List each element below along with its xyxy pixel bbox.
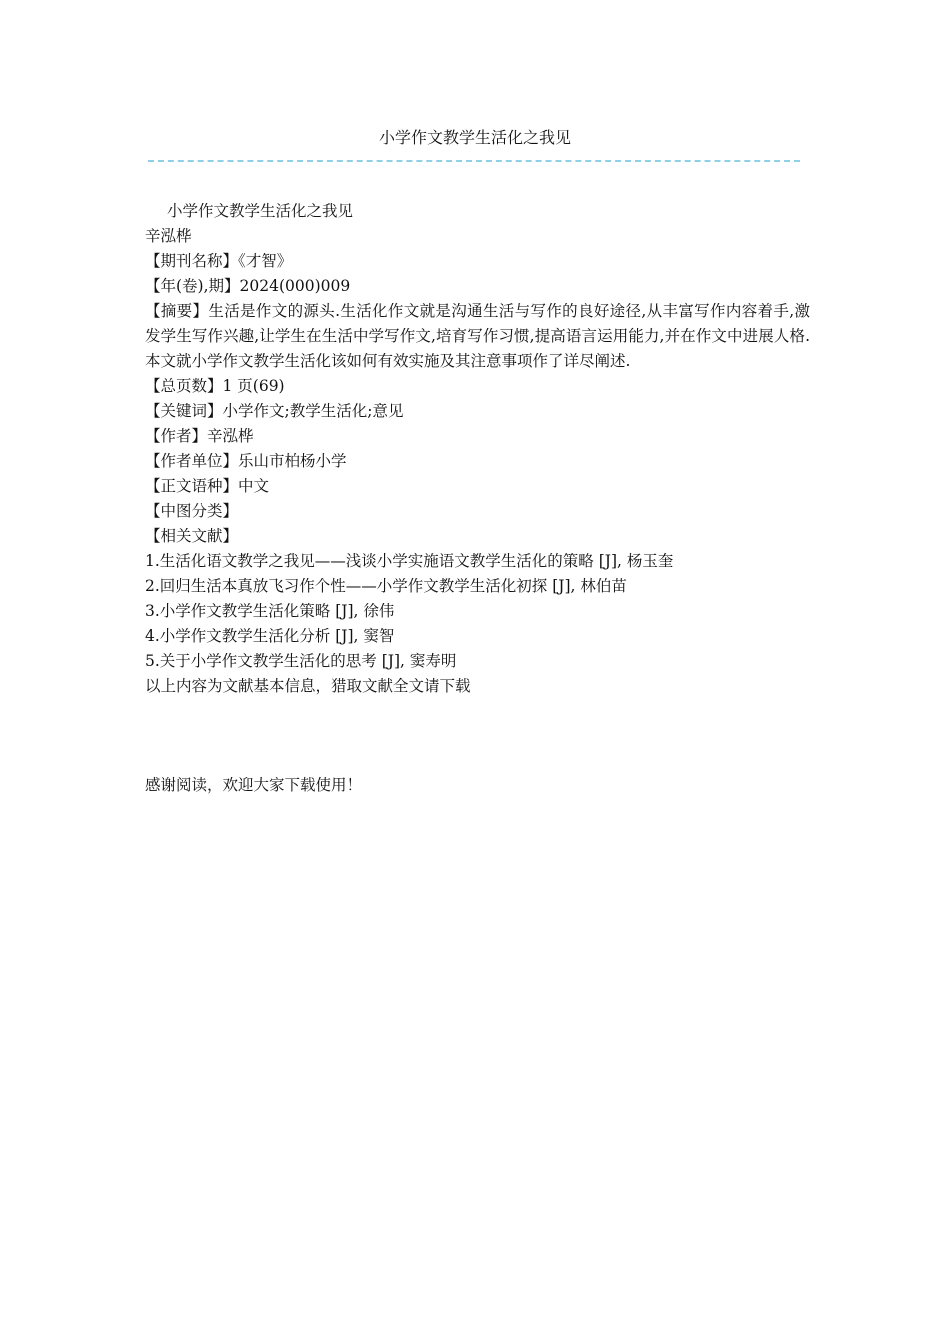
journal-name: 【期刊名称】《才智》 xyxy=(145,252,293,270)
article-title: 小学作文教学生活化之我见 xyxy=(167,202,354,220)
classification: 【中图分类】 xyxy=(145,502,239,520)
language: 【正文语种】中文 xyxy=(145,477,270,495)
keywords: 【关键词】小学作文;教学生活化;意见 xyxy=(145,402,404,420)
issue-info: 【年(卷),期】2024(000)009 xyxy=(145,277,351,295)
reference-item: 2.回归生活本真放飞习作个性——小学作文教学生活化初探 [J], 林伯苗 xyxy=(145,577,627,595)
header-divider xyxy=(148,160,800,162)
page-header-title: 小学作文教学生活化之我见 xyxy=(378,128,571,147)
references-heading: 【相关文献】 xyxy=(145,527,239,545)
affiliation: 【作者单位】乐山市柏杨小学 xyxy=(145,452,347,470)
reference-item: 5.关于小学作文教学生活化的思考 [J], 窦寿明 xyxy=(145,652,457,670)
reference-item: 3.小学作文教学生活化策略 [J], 徐伟 xyxy=(145,602,395,620)
reference-item: 1.生活化语文教学之我见——浅谈小学实施语文教学生活化的策略 [J], 杨玉奎 xyxy=(145,552,674,570)
page-count: 【总页数】1 页(69) xyxy=(145,377,285,395)
reference-item: 4.小学作文教学生活化分析 [J], 窦智 xyxy=(145,627,395,645)
author-line: 辛泓桦 xyxy=(145,227,192,245)
document-body xyxy=(145,199,810,699)
abstract: 【摘要】生活是作文的源头.生活化作文就是沟通生活与写作的良好途径,从丰富写作内容着手,激发学生写作兴趣,让学生在生活中学写作文,培育写作习惯,提高语言运用能力,并在作文中进展人格.本文就小学作文教学生活化该如何有效实施及其注意事项作了详尽阐述. xyxy=(145,302,810,370)
author-field: 【作者】辛泓桦 xyxy=(145,427,254,445)
download-note: 以上内容为文献基本信息，猎取文献全文请下载 xyxy=(145,677,471,695)
thanks-note: 感谢阅读，欢迎大家下载使用！ xyxy=(145,776,363,794)
